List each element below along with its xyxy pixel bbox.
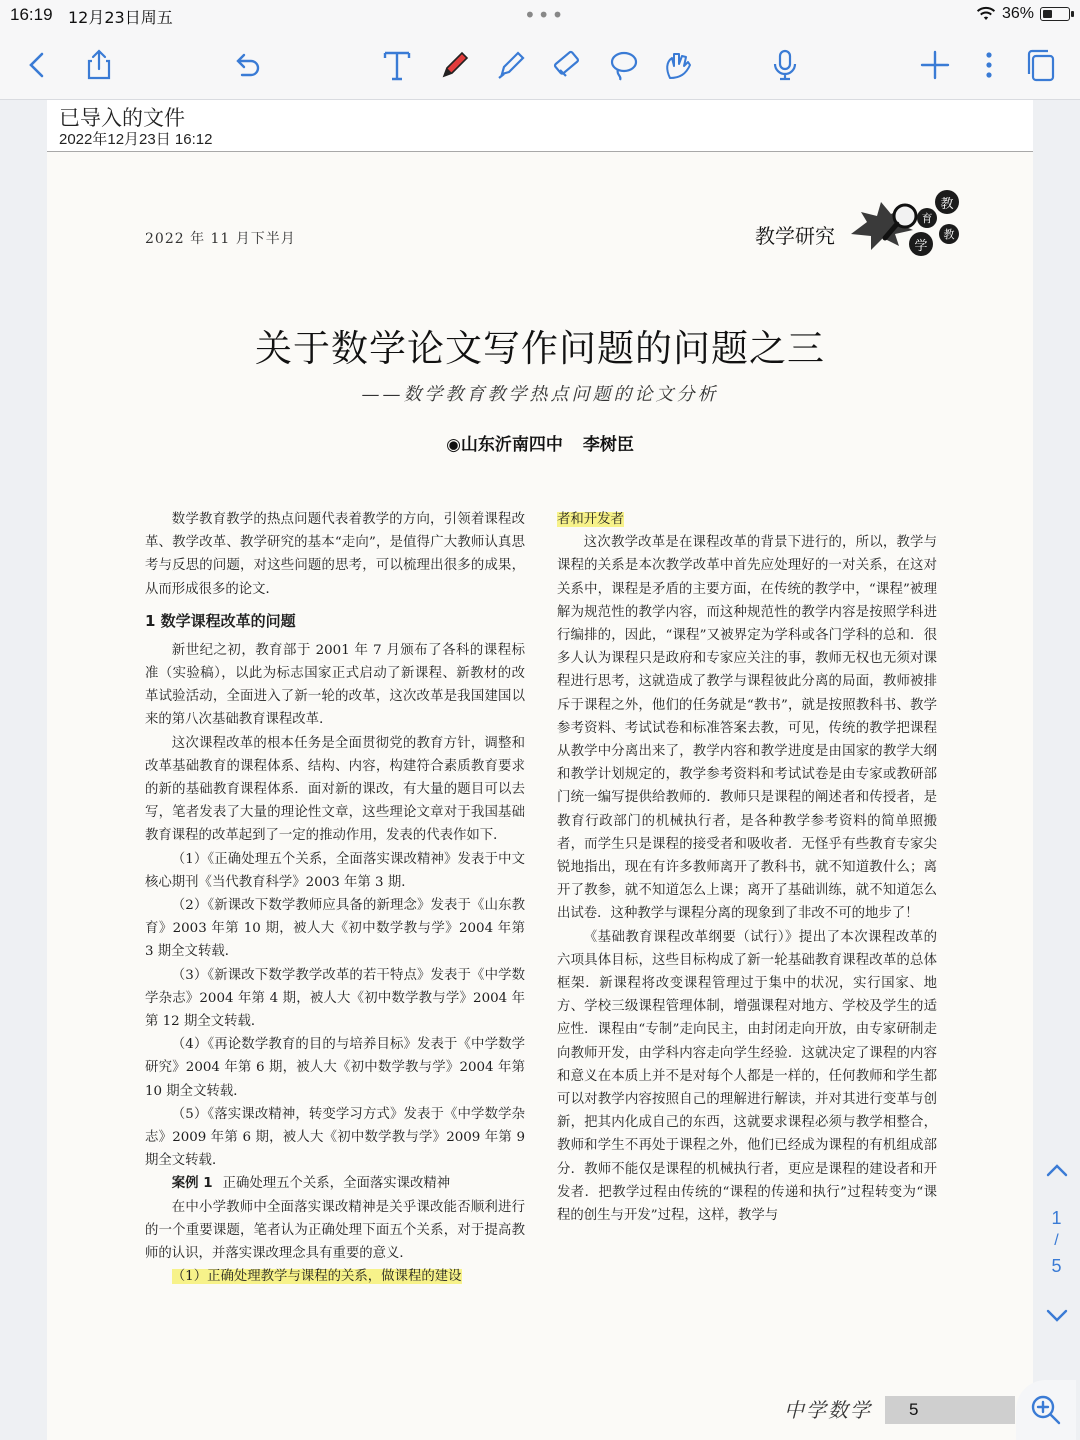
battery-percent: 36% — [1001, 5, 1034, 22]
previous-page-button[interactable] — [1037, 1154, 1077, 1186]
article-subtitle: ——数学教育教学热点问题的论文分析 — [361, 384, 719, 405]
status-right — [976, 5, 1070, 23]
page-navigator — [1033, 100, 1080, 1440]
journal-logo: 中学数学 — [784, 1398, 872, 1422]
issue-date: 2022 年 11 月下半月 — [145, 231, 296, 247]
share-icon[interactable] — [78, 44, 120, 86]
add-icon[interactable] — [914, 44, 956, 86]
highlighter-icon[interactable] — [490, 44, 532, 86]
paragraph: 这次课程改革的根本任务是全面贯彻党的教育方针，调整和改革基础教育的课程体系、结构、内容，构建符合素质教育要求的新的基础教育课程体系．面对新的课改，有大量的题目可以去写，笔者发表了大量的理论性文章，这些理论文章对于我国基础教育课程的改革起到了一定的推动作用，发表的代表作如下． — [145, 735, 525, 844]
shape-icon[interactable] — [656, 44, 698, 86]
paragraph: 这次教学改革是在课程改革的背景下进行的，所以，教学与课程的关系是本次教学改革中首先应处理好的一对关系，在这对关系中，课程是矛盾的主要方面，在传统的教学中，“课程”被理解为规范性的教学内容，而这种规范性的教学内容是按照学科进行编排的，因此，“课程”又被界定为学科或各门学科的总和．很多人认为课程只是政府和专家应关注的事，教师无权也无须对课程进行思考，这就造成了教学与课程彼此分离的局面，教师被排斥于课程之外，他们的任务就是“教书”，就是按照教科书、教学参考资料、考试试卷和标准答案去教，可见，传统的教学把课程从教学中分离出来了，教学内容和教学进度是由国家的教学大纲和教学计划规定的，教学参考资料和考试试卷是由专家或教研部门统一编写提供给教师的．教师只是课程的阐述者和传授者，是教育行政部门的机械执行者，是各种教学参考资料的简单照搬者，而学生只是课程的接受者和吸收者．无怪乎有些教育专家尖锐地指出，现在有许多教师离开了教科书，就不知道教什么；离开了教参，就不知道怎么上课；离开了基础训练，就不知道怎么出试卷．这种教学与课程分离的现象到了非改不可的地步了！ — [557, 535, 937, 922]
emblem-char: 学 — [909, 232, 933, 256]
status-date: 12月23日周五 — [68, 8, 173, 27]
page-number: 5 — [885, 1396, 1015, 1424]
reference-item: （5）《落实课改精神，转变学习方式》发表于《中学数学杂志》2009 年第 6 期，被人大《初中数学教与学》2009 年第 9 期全文转载． — [145, 1106, 525, 1169]
page-separator: / — [1054, 1232, 1059, 1249]
pages-icon[interactable] — [1020, 44, 1062, 86]
emblem-char: 教 — [939, 224, 959, 244]
chevron-down-icon — [1045, 1308, 1069, 1324]
author-organization: ◉山东沂南四中 — [446, 435, 563, 455]
highlight-annotation[interactable]: （1）正确处理教学与课程的关系，做课程的建设 — [171, 1269, 462, 1285]
column-label: 教学研究 — [755, 224, 835, 248]
next-page-button[interactable] — [1037, 1300, 1077, 1332]
chevron-up-icon — [1045, 1162, 1069, 1178]
microphone-icon[interactable] — [764, 44, 806, 86]
magnifier-leaf-emblem-icon — [847, 188, 967, 258]
paragraph: 在中小学教师中全面落实课改精神是关乎课改能否顺利进行的一个重要课题，笔者认为正确处理下面五个关系，对于提高教师的认识，并落实课改理念具有重要的意义． — [145, 1199, 525, 1262]
emblem-char: 教 — [935, 190, 959, 214]
document-header — [47, 100, 1033, 152]
right-column — [557, 508, 937, 1227]
article-title: 关于数学论文写作问题的问题之三 — [255, 327, 825, 370]
total-pages: 5 — [1051, 1256, 1062, 1276]
paragraph: 新世纪之初，教育部于 2001 年 7 月颁布了各科的课程标准（实验稿），以此为标志国家正式启动了新课程、新教材的改革试验活动，全面进入了新一轮的改革，这次改革是我国建国以来的第八次基础教育课程改革． — [145, 642, 525, 728]
document-title: 已导入的文件 — [59, 106, 185, 130]
lasso-icon[interactable] — [602, 44, 644, 86]
reference-item: （3）《新课改下数学教学改革的若干特点》发表于《中学数学杂志》2004 年第 4 期，被人大《初中数学教与学》2004 年第 12 期全文转载． — [145, 967, 525, 1030]
zoom-in-icon — [1030, 1394, 1062, 1426]
wifi-icon — [976, 6, 996, 22]
zoom-in-button[interactable] — [1016, 1380, 1076, 1440]
paragraph-highlighted — [145, 1265, 525, 1288]
reference-item: （4）《再论数学教育的目的与培养目标》发表于《中学数学研究》2004 年第 6 期，被人大《初中数学教与学》2004 年第 10 期全文转载． — [145, 1037, 525, 1099]
paragraph-highlighted — [557, 508, 937, 531]
emblem-char: 育 — [917, 208, 937, 228]
section-heading: 1 数学课程改革的问题 — [145, 611, 296, 630]
battery-icon — [1040, 7, 1070, 21]
case-label: 案例 1 — [171, 1176, 213, 1192]
back-icon[interactable] — [16, 44, 58, 86]
status-time: 16:19 — [10, 5, 53, 24]
toolbar — [0, 30, 1080, 100]
multitasking-dots-icon[interactable]: ••• — [524, 3, 566, 27]
reference-item: （2）《新课改下数学教师应具备的新理念》发表于《山东教育》2003 年第 10 期，被人大《初中数学教与学》2004 年第 3 期全文转载． — [145, 898, 525, 960]
reference-item: （1）《正确处理五个关系，全面落实课改精神》发表于中文核心期刊《当代教育科学》2003 年第 3 期． — [145, 851, 525, 890]
eraser-icon[interactable] — [546, 44, 588, 86]
battery-fill — [1043, 10, 1052, 18]
paragraph: 数学教育教学的热点问题代表着教学的方向，引领着课程改革、教学改革、教学研究的基本“走向”，是值得广大教师认真思考与反思的问题，对这些问题的思考，可以梳理出很多的成果，从而形成很多的论文． — [145, 512, 525, 597]
document-page[interactable] — [47, 100, 1033, 1440]
author-name: 李树臣 — [582, 435, 634, 455]
current-page: 1 — [1051, 1208, 1062, 1228]
case-title: 正确处理五个关系，全面落实课改精神 — [222, 1176, 451, 1192]
status-bar — [0, 0, 1080, 30]
paragraph: 《基础教育课程改革纲要（试行）》提出了本次课程改革的六项具体目标，这些目标构成了新一轮基础教育课程改革的总体框架．新课程将改变课程管理过于集中的状况，实行国家、地方、学校三级课程管理体制，增强课程对地方、学校及学生的适应性．课程由“专制”走向民主，由封闭走向开放，由专家研制走向教师开发，由学科内容走向学生经验．这就决定了课程的内容和意义在本质上并不是对每个人都是一样的，任何教师和学生都可以对教学内容按照自己的理解进行解读，并对其进行变革与创新，把其内化成自己的东西，这就要求课程必须与教学相整合，教师和学生不再处于课程之外，他们已经成为课程的有机组成部分．教师不能仅是课程的机械执行者，更应是课程的建设者和开发者．把教学过程由传统的“课程的传递和执行”过程转变为“课程的创生与开发”过程，这样，教学与 — [557, 929, 937, 1224]
highlight-annotation[interactable]: 者和开发者 — [557, 512, 624, 527]
article-author — [47, 430, 1033, 455]
more-icon[interactable] — [968, 44, 1010, 86]
pen-icon[interactable] — [434, 44, 476, 86]
undo-icon[interactable] — [226, 44, 268, 86]
document-imported-date: 2022年12月23日 16:12 — [59, 131, 213, 148]
case-heading — [145, 1172, 525, 1195]
left-column — [145, 508, 525, 1289]
text-tool-icon[interactable] — [376, 44, 418, 86]
